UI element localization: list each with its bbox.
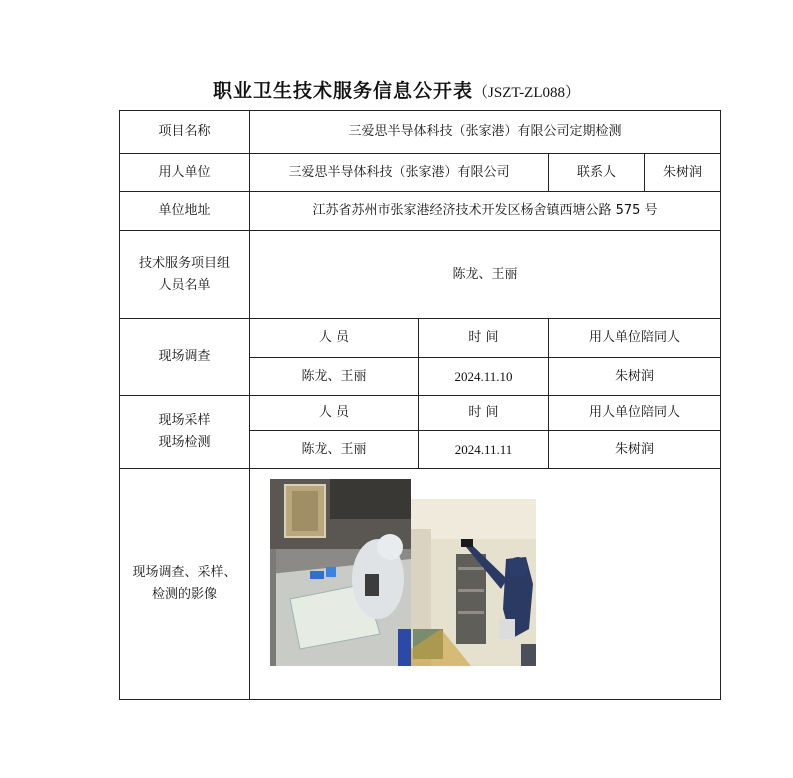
images-label-line2: 检测的影像 <box>151 587 217 602</box>
survey-time: 2024.11.10 <box>419 358 549 396</box>
address-value: 江苏省苏州市张家港经济技术开发区杨舍镇西塘公路 575 号 <box>250 192 721 231</box>
employer-label: 用人单位 <box>120 154 250 192</box>
photo-area <box>250 469 720 698</box>
survey-label: 现场调查 <box>120 319 250 396</box>
sampling-label-line1: 现场采样 <box>158 413 211 428</box>
row-project <box>120 111 721 154</box>
info-table <box>119 110 721 700</box>
sampling-head-companion: 用人单位陪同人 <box>549 396 721 431</box>
address-label: 单位地址 <box>120 192 250 231</box>
title-main: 职业卫生技术服务信息公开表 <box>213 80 474 102</box>
row-address <box>120 192 721 231</box>
team-label-line2: 人员名单 <box>158 277 211 293</box>
images-label-line1: 现场调查、采样、 <box>132 565 237 580</box>
survey-person: 陈龙、王丽 <box>250 358 419 396</box>
employer-value: 三爱思半导体科技（张家港）有限公司 <box>250 154 549 192</box>
contact-value: 朱树润 <box>645 154 721 192</box>
project-value: 三爱思半导体科技（张家港）有限公司定期检测 <box>250 111 721 154</box>
contact-label: 联系人 <box>549 154 645 192</box>
survey-head-time: 时 间 <box>419 319 549 358</box>
sampling-head-person: 人 员 <box>250 396 419 431</box>
title-code: （JSZT-ZL088） <box>473 85 580 101</box>
team-label-line1: 技术服务项目组 <box>138 255 230 271</box>
row-images <box>120 469 721 700</box>
survey-head-companion: 用人单位陪同人 <box>549 319 721 358</box>
project-label: 项目名称 <box>120 111 250 154</box>
survey-companion: 朱树润 <box>549 358 721 396</box>
row-team <box>120 231 721 319</box>
images-label <box>120 469 250 700</box>
sampling-person: 陈龙、王丽 <box>250 431 419 469</box>
sampling-time: 2024.11.11 <box>419 431 549 469</box>
sampling-label <box>120 396 250 469</box>
sampling-label-line2: 现场检测 <box>158 435 211 450</box>
survey-head-person: 人 员 <box>250 319 419 358</box>
document-title <box>0 76 793 103</box>
sampling-head-time: 时 间 <box>419 396 549 431</box>
team-value: 陈龙、王丽 <box>250 231 721 319</box>
row-employer <box>120 154 721 192</box>
team-label <box>120 231 250 319</box>
row-survey-header <box>120 319 721 358</box>
photo-lab-bench <box>270 479 411 666</box>
images-cell <box>250 469 721 700</box>
sampling-companion: 朱树润 <box>549 431 721 469</box>
photo-worker-cleanroom <box>411 499 536 666</box>
row-sampling-header <box>120 396 721 431</box>
